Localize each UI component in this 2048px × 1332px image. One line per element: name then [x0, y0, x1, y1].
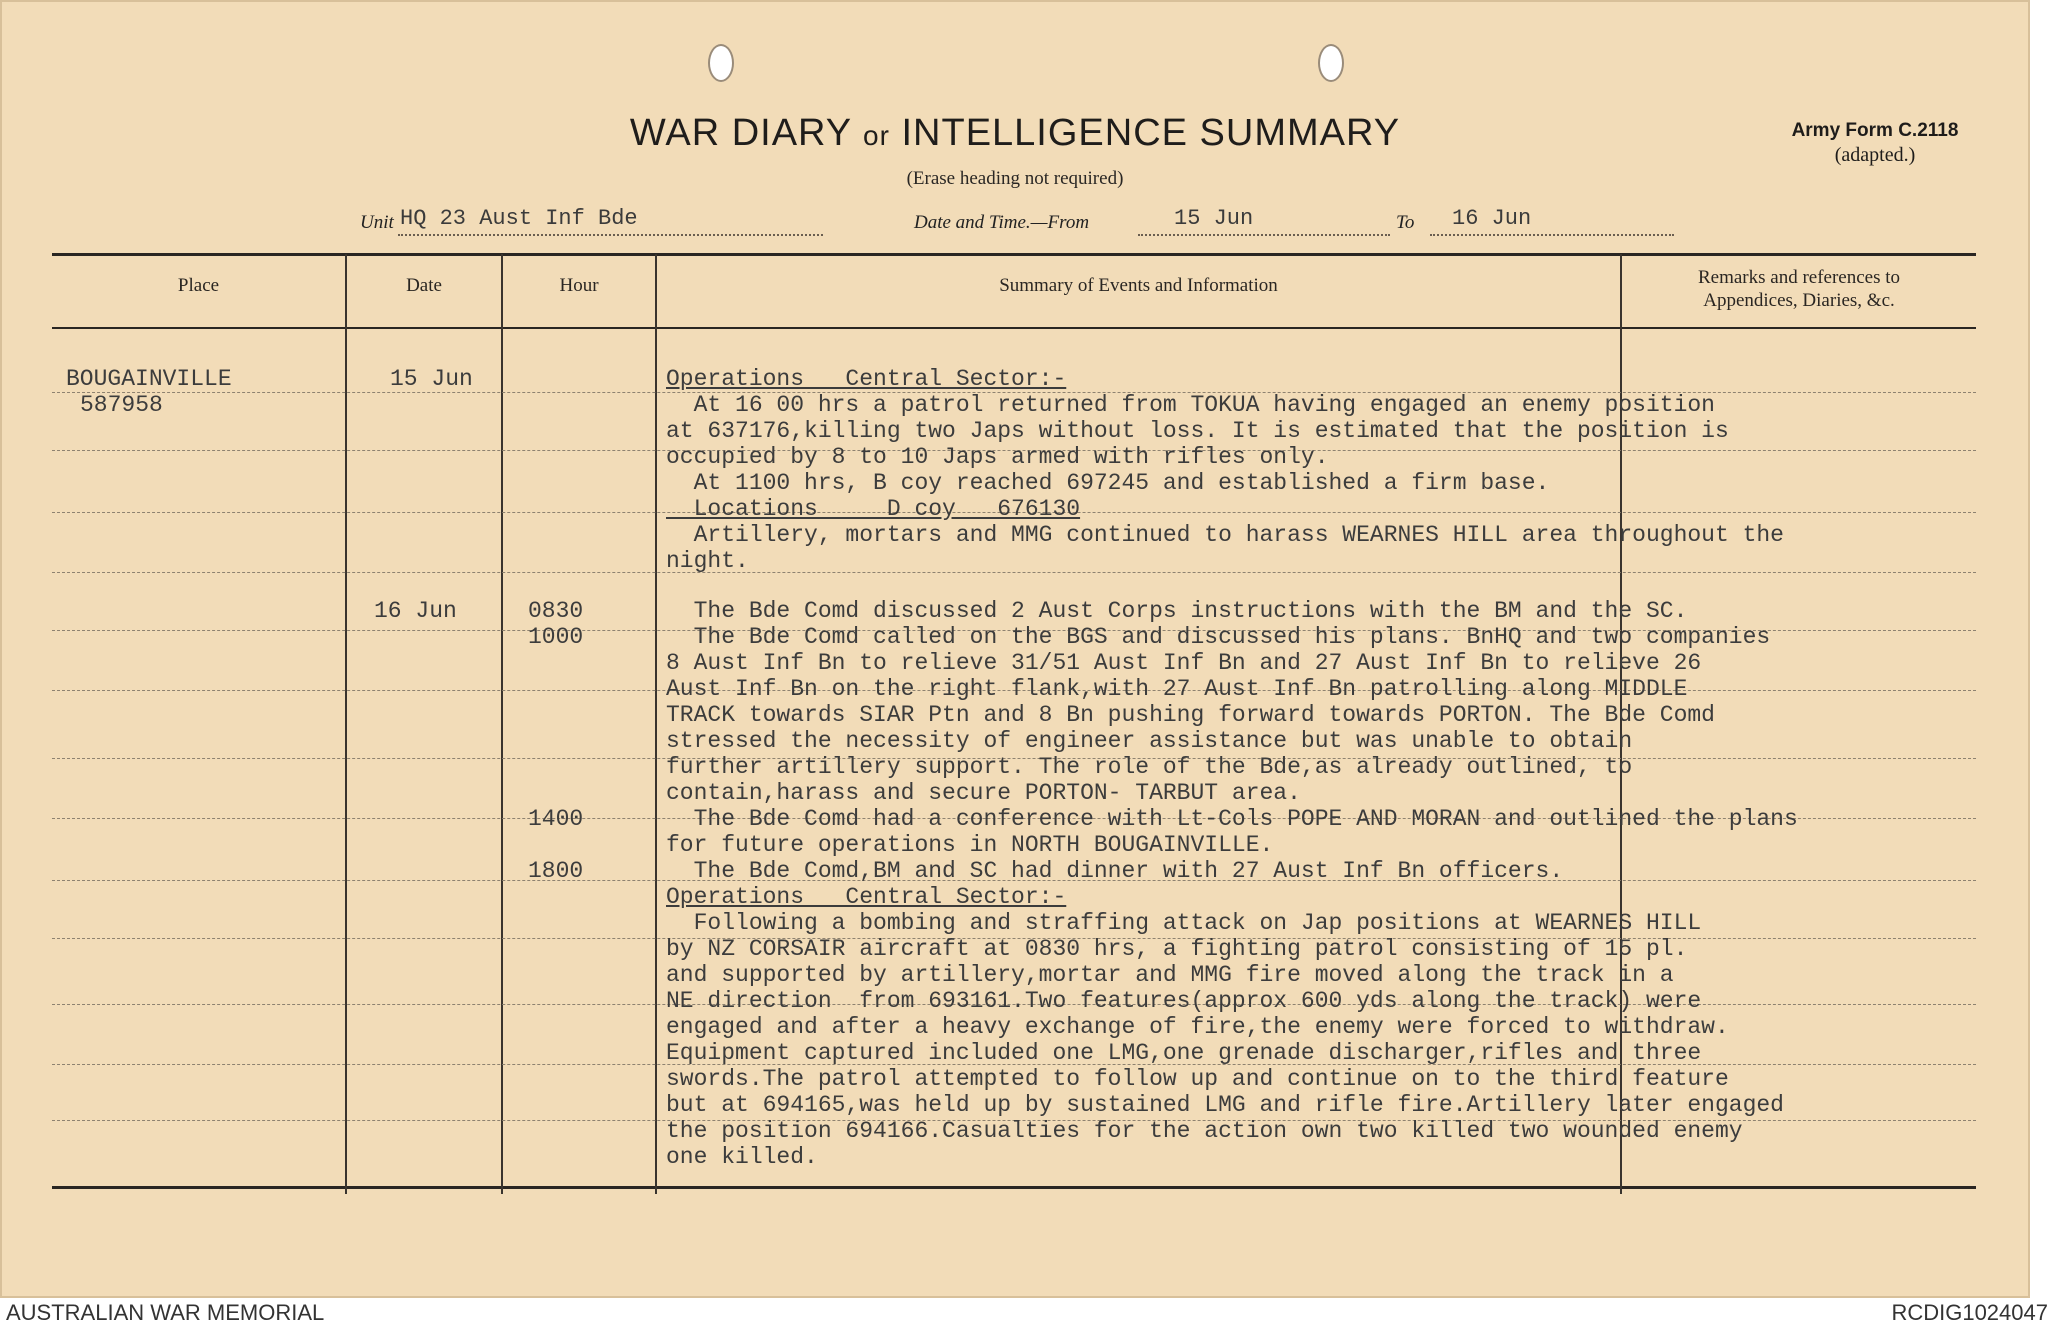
summary-line: one killed. [666, 1144, 818, 1170]
summary-line: At 16 00 hrs a patrol returned from TOKUA having engaged an enemy position [666, 392, 1715, 418]
col-divider-1 [345, 254, 347, 1194]
ruled-line [52, 572, 1976, 573]
table-bottom-rule [52, 1186, 1976, 1189]
hour-1400: 1400 [528, 806, 584, 832]
footer-record-id: RCDIG1024047 [1891, 1300, 2048, 1325]
title-war-diary: WAR DIARY [629, 112, 852, 154]
col-divider-3 [655, 254, 657, 1194]
col-header-summary: Summary of Events and Information [999, 275, 1278, 296]
summary-line: TRACK towards SIAR Ptn and 8 Bn pushing forward towards PORTON. The Bde Comd [666, 702, 1715, 728]
date-to-value: 16 Jun [1452, 206, 1532, 231]
unit-value: HQ 23 Aust Inf Bde [400, 206, 638, 231]
summary-line: swords.The patrol attempted to follow up and continue on to the third feature [666, 1066, 1729, 1092]
date-from-dotline [1138, 234, 1390, 236]
subtitle: (Erase heading not required) [906, 168, 1124, 189]
summary-line: stressed the necessity of engineer assistance but was unable to obtain [666, 728, 1633, 754]
date-15-jun: 15 Jun [390, 366, 473, 392]
summary-line: Equipment captured included one LMG,one grenade discharger,rifles and three [666, 1040, 1702, 1066]
place-grid-ref: 587958 [80, 392, 163, 418]
hour-1800: 1800 [528, 858, 584, 884]
col-divider-2 [501, 254, 503, 1194]
col-header-remarks [1622, 266, 1976, 312]
unit-label: Unit [360, 212, 394, 233]
date-to-dotline [1430, 234, 1674, 236]
summary-line: further artillery support. The role of the Bde,as already outlined, to [666, 754, 1633, 780]
col-header-date: Date [406, 275, 442, 296]
summary-line: The Bde Comd had a conference with Lt-Cols POPE AND MORAN and outlined the plans [666, 806, 1798, 832]
summary-line: NE direction from 693161.Two features(approx 600 yds along the track) were [666, 988, 1702, 1014]
summary-line: 8 Aust Inf Bn to relieve 31/51 Aust Inf Bn and 27 Aust Inf Bn to relieve 26 [666, 650, 1702, 676]
summary-line: Operations Central Sector:- [666, 884, 1067, 910]
form-note: (adapted.) [1834, 144, 1916, 166]
col-header-place: Place [177, 275, 220, 296]
summary-line: Locations D coy 676130 [666, 496, 1081, 522]
summary-line: Aust Inf Bn on the right flank,with 27 Aust Inf Bn patrolling along MIDDLE [666, 676, 1688, 702]
punch-hole-right [1318, 44, 1344, 82]
summary-line: the position 694166.Casualties for the action own two killed two wounded enemy [666, 1118, 1743, 1144]
summary-line: Operations Central Sector:- [666, 366, 1067, 392]
summary-line: Following a bombing and straffing attack on Jap positions at WEARNES HILL [666, 910, 1702, 936]
form-name: Army Form C.2118 [1791, 120, 1959, 141]
title-intelligence-summary: INTELLIGENCE SUMMARY [901, 112, 1401, 154]
footer-archive-name: AUSTRALIAN WAR MEMORIAL [6, 1300, 325, 1325]
summary-line: The Bde Comd called on the BGS and discussed his plans. BnHQ and two companies [666, 624, 1771, 650]
hour-1000: 1000 [528, 624, 584, 650]
unit-dotline [398, 234, 823, 236]
summary-line: At 1100 hrs, B coy reached 697245 and established a firm base. [666, 470, 1550, 496]
army-form-id [1770, 118, 1980, 167]
summary-line: at 637176,killing two Japs without loss. It is estimated that the position is [666, 418, 1729, 444]
header-bottom-rule [52, 327, 1976, 329]
date-16-jun: 16 Jun [374, 598, 457, 624]
hour-0830: 0830 [528, 598, 584, 624]
page-title [0, 112, 2030, 155]
col-header-hour: Hour [559, 275, 599, 296]
summary-line: Artillery, mortars and MMG continued to harass WEARNES HILL area throughout the [666, 522, 1784, 548]
summary-line: occupied by 8 to 10 Japs armed with rifles only. [666, 444, 1329, 470]
punch-hole-left [708, 44, 734, 82]
summary-line: but at 694165,was held up by sustained LMG and rifle fire.Artillery later engaged [666, 1092, 1784, 1118]
title-or: or [863, 120, 890, 151]
summary-line: The Bde Comd discussed 2 Aust Corps instructions with the BM and the SC. [666, 598, 1688, 624]
summary-line: The Bde Comd,BM and SC had dinner with 27 Aust Inf Bn officers. [666, 858, 1564, 884]
summary-line: night. [666, 548, 749, 574]
summary-line: engaged and after a heavy exchange of fire,the enemy were forced to withdraw. [666, 1014, 1729, 1040]
remarks-header-line-1: Remarks and references to [1697, 267, 1901, 288]
remarks-header-line-2: Appendices, Diaries, &c. [1703, 290, 1895, 311]
summary-line: for future operations in NORTH BOUGAINVILLE. [666, 832, 1274, 858]
date-from-value: 15 Jun [1174, 206, 1254, 231]
date-from-label: Date and Time.—From [914, 212, 1090, 233]
summary-line: contain,harass and secure PORTON- TARBUT area. [666, 780, 1301, 806]
date-to-label: To [1396, 212, 1415, 233]
table-top-rule [52, 253, 1976, 256]
place-bougainville: BOUGAINVILLE [66, 366, 232, 392]
summary-line: by NZ CORSAIR aircraft at 0830 hrs, a fighting patrol consisting of 15 pl. [666, 936, 1688, 962]
summary-line: and supported by artillery,mortar and MMG fire moved along the track in a [666, 962, 1674, 988]
